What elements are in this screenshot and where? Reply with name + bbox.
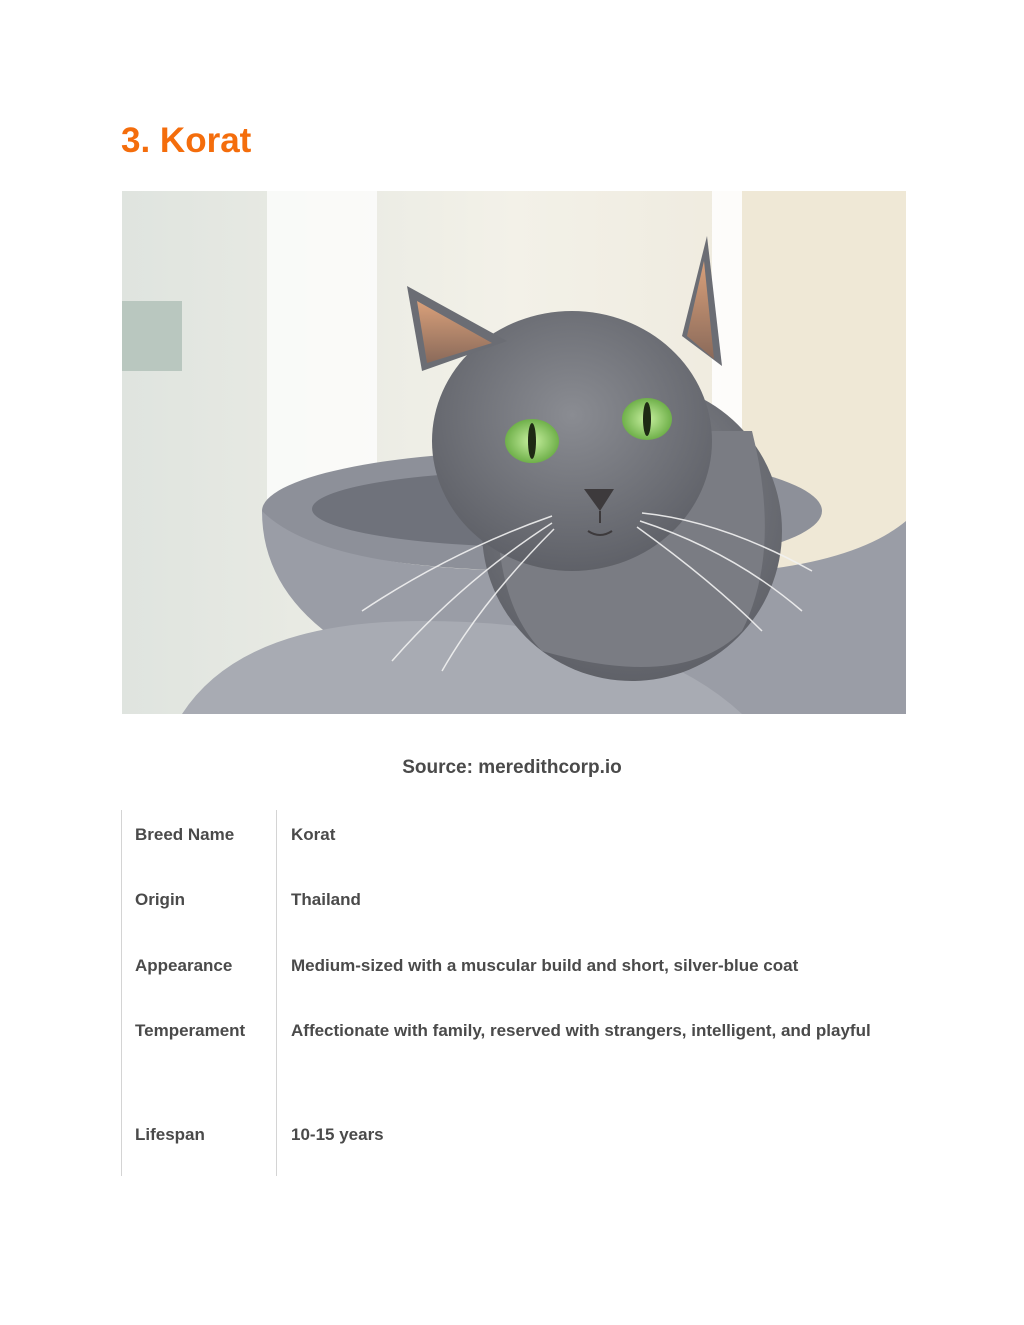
- page-title: 3. Korat: [121, 121, 252, 160]
- table-left-rule: [121, 810, 122, 1176]
- appearance-label: Appearance: [135, 956, 233, 975]
- origin-label: Origin: [135, 890, 186, 909]
- table-column-rule: [276, 810, 277, 1176]
- temperament-label: Temperament: [135, 1021, 246, 1040]
- appearance-value: Medium-sized with a muscular build and short, silver-blue coat: [291, 956, 799, 975]
- breed-name-value: Korat: [291, 825, 336, 844]
- lifespan-value: 10-15 years: [291, 1125, 384, 1144]
- breed-info-table: [121, 810, 906, 1176]
- origin-value: Thailand: [291, 890, 361, 909]
- korat-cat-photo: [122, 191, 906, 714]
- image-source-caption: Source: meredithcorp.io: [402, 757, 622, 778]
- temperament-value: Affectionate with family, reserved with strangers, intelligent, and playful: [291, 1021, 871, 1040]
- lifespan-label: Lifespan: [135, 1125, 205, 1144]
- breed-name-label: Breed Name: [135, 825, 235, 844]
